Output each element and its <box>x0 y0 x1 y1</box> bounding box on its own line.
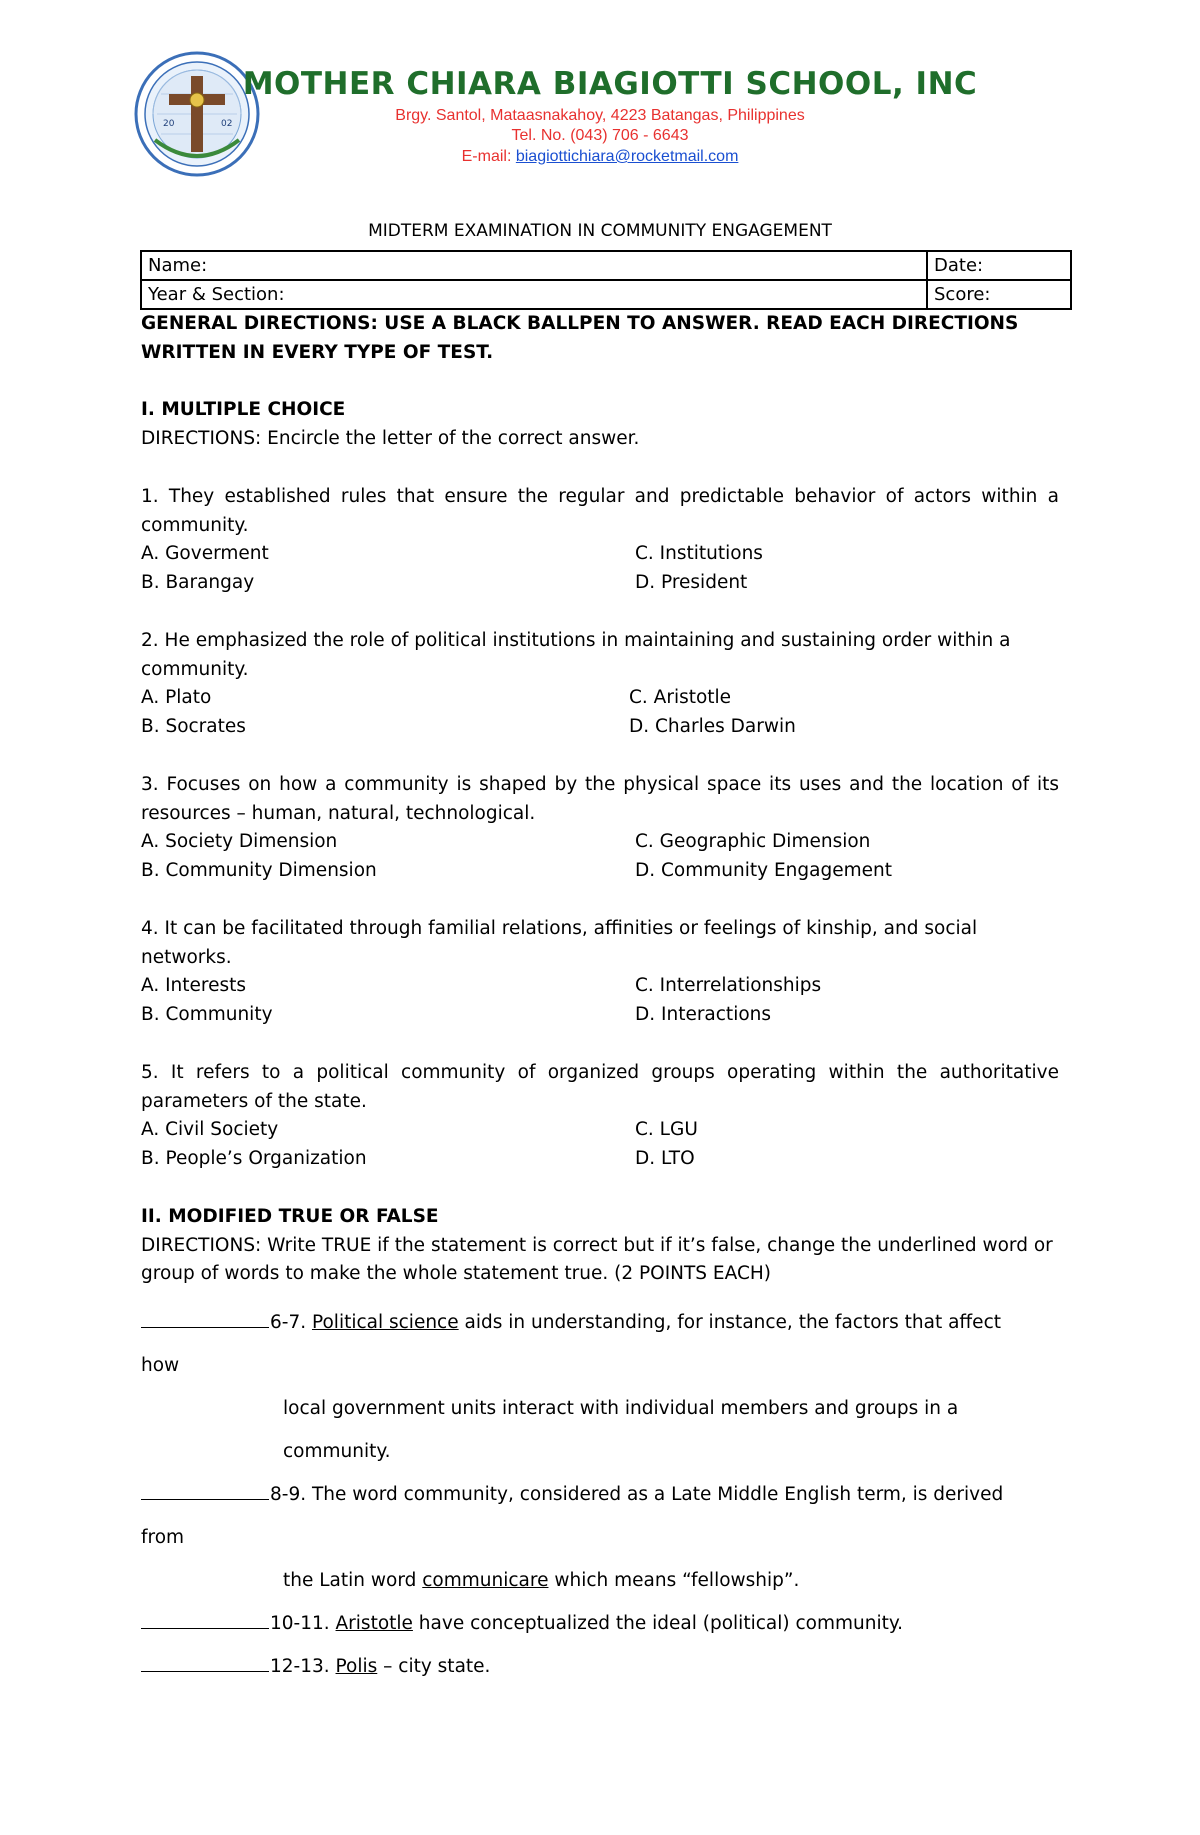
option[interactable]: C. Geographic Dimension <box>635 831 871 853</box>
score-field[interactable]: Score: <box>927 280 1071 309</box>
question-text: 5. It refers to a political community of organized groups operating within the authoritative parameters of the state. <box>141 1061 1059 1112</box>
question-options <box>141 972 1059 1030</box>
question-options <box>141 684 1059 742</box>
question-text: 3. Focuses on how a community is shaped by the physical space its uses and the location of its resources – human, natural, technological. <box>141 773 1059 824</box>
item-text: aids in understanding, for instance, the factors that affect <box>458 1312 1001 1334</box>
school-address: Brgy. Santol, Mataasnakahoy, 4223 Batangas, Philippines <box>395 107 805 124</box>
underlined-term: Aristotle <box>335 1613 413 1635</box>
item-wrap: from <box>141 1527 185 1549</box>
item-continuation: local government units interact with individual members and groups in a <box>283 1398 959 1420</box>
option[interactable]: D. LTO <box>635 1148 695 1170</box>
question-options <box>141 540 1059 598</box>
general-directions: GENERAL DIRECTIONS: USE A BLACK BALLPEN TO ANSWER. READ EACH DIRECTIONS WRITTEN IN EVERY TYPE OF TEST. <box>141 313 1019 363</box>
option[interactable]: D. Charles Darwin <box>629 716 796 738</box>
option[interactable]: C. LGU <box>635 1119 698 1141</box>
part2-directions: DIRECTIONS: Write TRUE if the statement is correct but if it’s false, change the underlined word or group of words to make the whole statement true. (2 POINTS EACH) <box>141 1234 1053 1285</box>
option[interactable]: B. Socrates <box>141 716 246 738</box>
underlined-term: Political science <box>311 1312 459 1334</box>
answer-blank[interactable] <box>141 1307 269 1328</box>
item-number: 12-13. <box>270 1656 336 1678</box>
option[interactable]: C. Interrelationships <box>635 975 822 997</box>
svg-text:20: 20 <box>163 119 175 129</box>
question-options <box>141 828 1059 886</box>
item-text: have conceptualized the ideal (political) community. <box>412 1613 904 1635</box>
option[interactable]: B. Community Dimension <box>141 860 377 882</box>
tf-item <box>141 1473 1059 1516</box>
answer-blank[interactable] <box>141 1651 269 1672</box>
option[interactable]: D. Community Engagement <box>635 860 892 882</box>
option[interactable]: C. Institutions <box>635 543 763 565</box>
item-number: 10-11. <box>270 1613 336 1635</box>
option[interactable]: A. Goverment <box>141 543 269 565</box>
item-continuation <box>141 1559 1059 1602</box>
part1-heading: I. MULTIPLE CHOICE <box>141 399 346 421</box>
tf-item <box>141 1602 1059 1645</box>
question-text: 4. It can be facilitated through familial relations, affinities or feelings of kinship, and social networks. <box>141 917 978 968</box>
option[interactable]: B. People’s Organization <box>141 1148 367 1170</box>
question-options <box>141 1116 1059 1174</box>
exam-title: MIDTERM EXAMINATION IN COMMUNITY ENGAGEMENT <box>368 221 832 241</box>
option[interactable]: A. Society Dimension <box>141 831 338 853</box>
underlined-term: Polis <box>335 1656 378 1678</box>
item-number: 6-7. <box>270 1312 312 1334</box>
item-text: The word community, considered as a Late Middle English term, is derived <box>311 1484 1004 1506</box>
item-number: 8-9. <box>270 1484 312 1506</box>
tf-item <box>141 1645 1059 1688</box>
item-text: which means “fellowship”. <box>548 1570 800 1592</box>
part2-heading: II. MODIFIED TRUE OR FALSE <box>141 1205 439 1227</box>
option[interactable]: A. Civil Society <box>141 1119 279 1141</box>
year-section-field[interactable]: Year & Section: <box>141 280 927 309</box>
question-text: 2. He emphasized the role of political institutions in maintaining and sustaining order within a community. <box>141 629 1011 680</box>
option[interactable]: C. Aristotle <box>629 687 732 709</box>
option[interactable]: B. Barangay <box>141 572 255 594</box>
question-text: 1. They established rules that ensure the regular and predictable behavior of actors within a community. <box>141 485 1059 536</box>
item-text: the Latin word <box>283 1570 423 1592</box>
svg-text:02: 02 <box>221 119 233 129</box>
date-field[interactable]: Date: <box>927 251 1071 280</box>
answer-blank[interactable] <box>141 1479 269 1500</box>
answer-blank[interactable] <box>141 1608 269 1629</box>
email-label: E-mail: <box>461 148 516 165</box>
email-link[interactable]: biagiottichiara@rocketmail.com <box>515 148 739 165</box>
part1-directions: DIRECTIONS: Encircle the letter of the correct answer. <box>141 428 640 450</box>
item-wrap: how <box>141 1355 180 1377</box>
item-text: – city state. <box>377 1656 491 1678</box>
option[interactable]: A. Interests <box>141 975 247 997</box>
option[interactable]: A. Plato <box>141 687 212 709</box>
name-field[interactable]: Name: <box>141 251 927 280</box>
exam-content <box>141 310 1059 1688</box>
school-name: MOTHER CHIARA BIAGIOTTI SCHOOL, INC <box>242 66 978 102</box>
tf-item <box>141 1301 1059 1344</box>
school-email-line <box>300 148 900 166</box>
option[interactable]: B. Community <box>141 1004 273 1026</box>
option[interactable]: D. Interactions <box>635 1004 772 1026</box>
school-telephone: Tel. No. (043) 706 - 6643 <box>511 127 689 144</box>
underlined-term: communicare <box>422 1570 549 1592</box>
student-info-table <box>140 250 1072 310</box>
option[interactable]: D. President <box>635 572 748 594</box>
item-continuation: community. <box>283 1441 391 1463</box>
